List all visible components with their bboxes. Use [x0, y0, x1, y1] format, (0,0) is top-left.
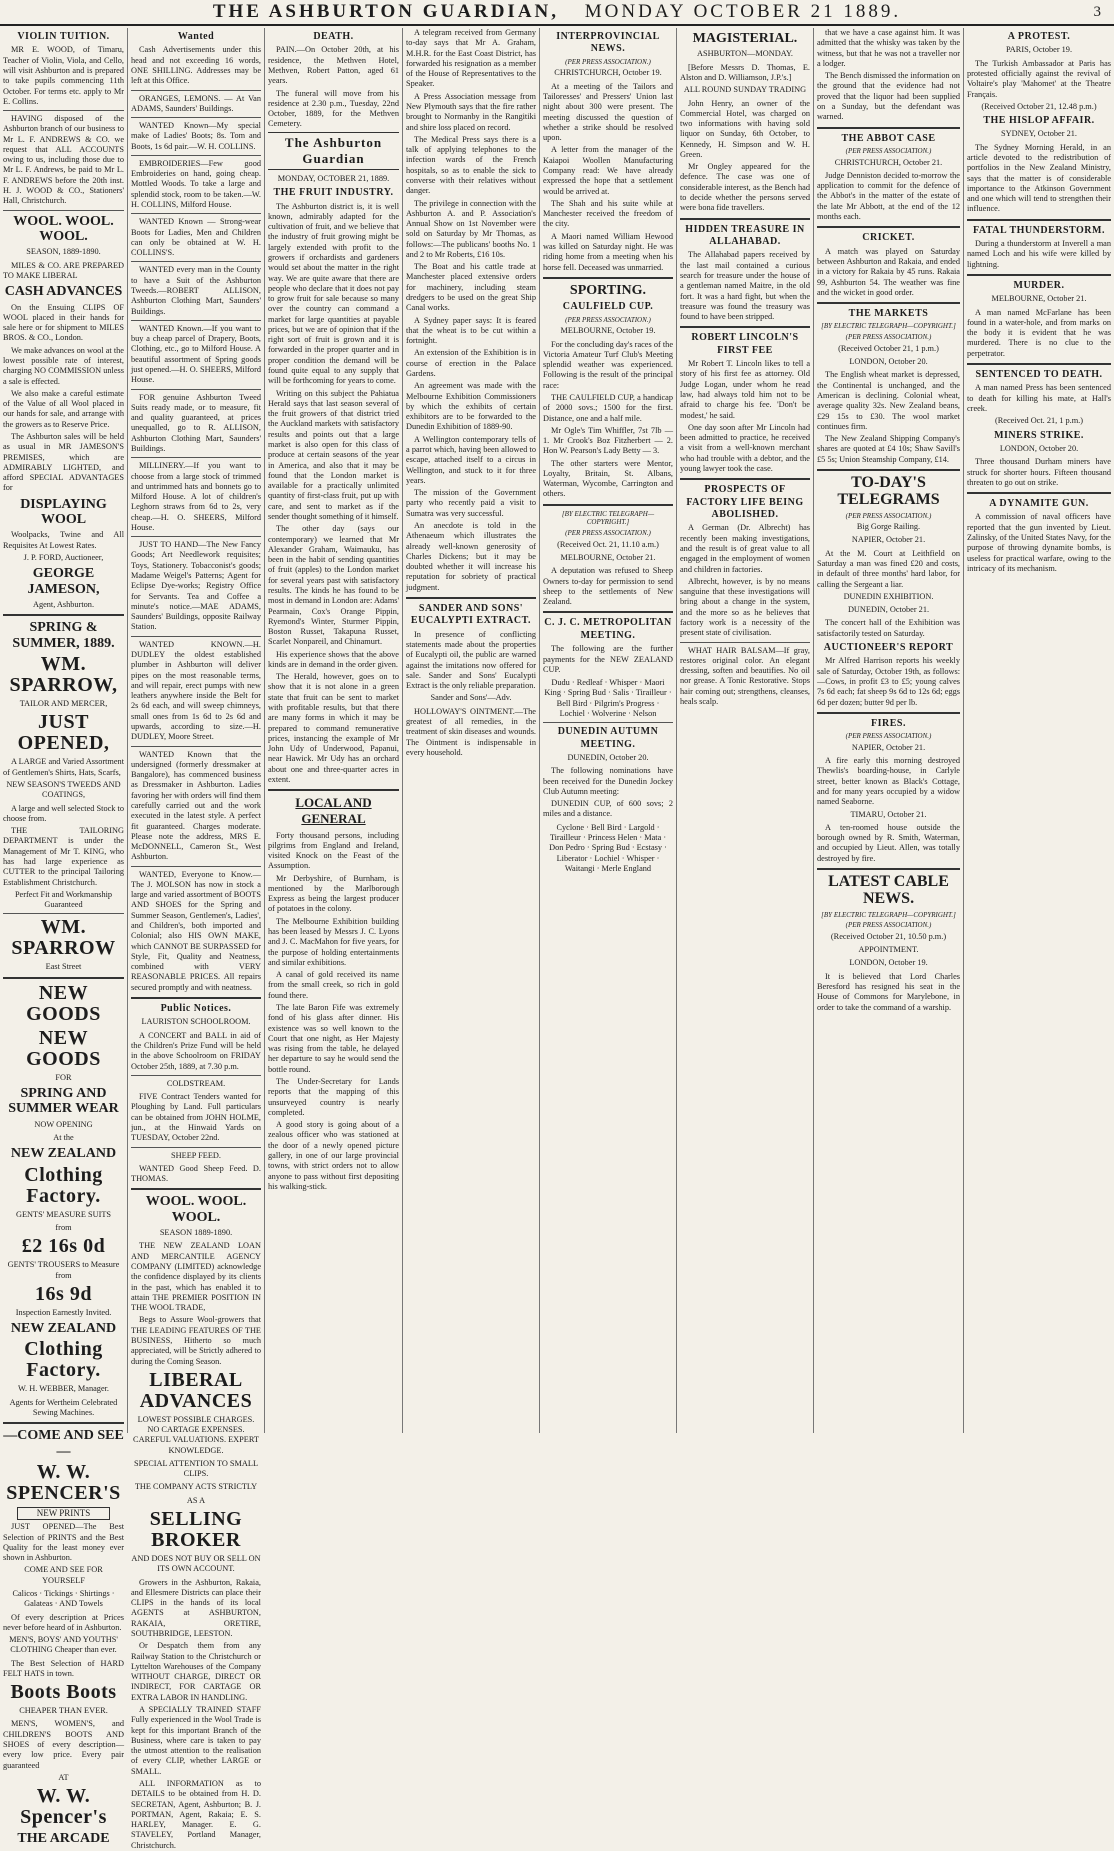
centered-line: COLDSTREAM. — [166, 1078, 226, 1088]
section-heading: CRICKET. — [862, 232, 915, 244]
section-heading: DEATH. — [313, 31, 354, 42]
display-line: 16s 9d — [35, 1282, 92, 1305]
centered-line: At the — [53, 1133, 74, 1142]
paragraph: A Maori named William Hewood was killed on Saturday night. He was riding home from a meeting when his horse fell. Deceased was unmarried. — [543, 231, 673, 272]
paragraph: WANTED KNOWN.—H. DUDLEY the oldest established plumber in Ashburton will deliver pipes on the most reasonable terms, and will repair, erect pumps with new leathers anywhere inside the Belt for 2s 6d each, and will sweep chimneys, small ones from 1s 6d to 2s 6d and upwards, according to size.—H. DUDLEY, Moore Street. — [131, 639, 261, 742]
centered-line: AT — [58, 1772, 69, 1782]
centered-line: SEASON 1889-1890. — [159, 1228, 233, 1238]
paragraph: The other starters were Mentor, Loyalty, Britain, St. Albans, Waterman, Wycombe, Carrington and others. — [543, 458, 673, 499]
credit-line: [BY ELECTRIC TELEGRAPH—COPYRIGHT.] — [821, 910, 956, 919]
divider — [543, 722, 673, 723]
heavy-divider — [817, 302, 960, 304]
paragraph: MEN'S, WOMEN'S, and CHILDREN'S BOOTS AND SHOES of every description—every low price. Every pair guaranteed — [3, 1719, 124, 1770]
display-line: SELLING BROKER — [149, 1508, 243, 1552]
section-heading: HIDDEN TREASURE IN ALLAHABAD. — [685, 223, 805, 247]
centered-line: Agents for Wertheim Celebrated Sewing Machines. — [9, 1397, 118, 1418]
divider — [131, 1075, 261, 1076]
centered-line: (Received October 21, 10.50 p.m.) — [830, 931, 947, 941]
paragraph: The funeral will move from his residence at 2.30 p.m., Tuesday, 22nd October, 1889, for the Methven Cemetery. — [268, 88, 399, 129]
paragraph: Cash Advertisements under this head and not exceeding 16 words, ONE SHILLING. Addresses may be left at this Office. — [131, 45, 261, 86]
section-heading: FATAL THUNDERSTORM. — [973, 224, 1105, 236]
paragraph: A man named McFarlane has been found in a water-hole, and from marks on the body it is evident that he was murdered. There is no clue to the perpetrator. — [967, 307, 1111, 358]
section-heading: MURDER. — [1013, 279, 1065, 291]
paragraph: We also make a careful estimate of the Value of all Wool placed in our hands for sale, and arrange with the growers as to Reserve Price. — [3, 388, 124, 429]
paragraph: Growers in the Ashburton, Rakaia, and Ellesmere Districts can place their CLIPS in the hands of its local AGENTS at ASHBURTON, RAKAIA, ORETIRE, SOUTHBRIDGE, LEESTON. — [131, 1577, 261, 1638]
paragraph: WANTED, Everyone to Know.—The J. MOLSON has now in stock a large and varied assortment of BOOTS AND SHOES for the Spring and Summer Season, Gentlemen's, Ladies', and Children's, both imported and Colonial; also HIS OWN MAKE, which CANNOT BE SURPASSED for Style, Fit, Quality and Neatness, combined with VERY REASONABLE PRICES. All repairs secured promptly and with neatness. — [131, 869, 261, 992]
heavy-divider — [817, 712, 960, 714]
section-heading: A PROTEST. — [1007, 31, 1071, 42]
paragraph: On the Ensuing CLIPS OF WOOL placed in their hands for sale here or for shipment to MILES BROS. & CO., London. — [3, 302, 124, 343]
credit-line: [BY ELECTRIC TELEGRAPH—COPYRIGHT.] — [561, 509, 655, 527]
paragraph: Woolpacks, Twine and All Requisites At Lowest Rates. — [3, 530, 124, 550]
display-subline: NEW ZEALAND — [10, 1146, 117, 1162]
credit-line: (PER PRESS ASSOCIATION.) — [845, 511, 932, 520]
paragraph: A fire early this morning destroyed Thewlis's boarding-house, in Carlyle street, better known as Black's Cottage, and for many years occupied by a widow named Seaborne. — [817, 756, 960, 807]
display-subline: SPRING & SUMMER, 1889. — [12, 620, 115, 651]
centered-line: ALL ROUND SUNDAY TRADING — [683, 85, 807, 95]
heavy-divider — [680, 326, 810, 328]
heavy-divider — [131, 997, 261, 999]
section-heading: THE MARKETS — [848, 308, 929, 320]
centered-line: MELBOURNE, October 21. — [991, 294, 1087, 304]
paragraph: MR E. WOOD, of Timaru, Teacher of Violin, Viola, and Cello, will visit Ashburton and is prepared to take pupils commencing 11th October. For terms etc. apply to Mr E. Collins. — [3, 45, 124, 106]
paragraph: A telegram received from Germany to-day says that Mr A. Graham, M.H.R. for the East Coast District, has forwarded his resignation as a member of the House of Representatives to the Speaker. — [406, 28, 536, 89]
section-heading: AUCTIONEER'S REPORT — [823, 641, 954, 653]
newspaper-title: THE ASHBURTON GUARDIAN, — [212, 1, 560, 22]
paragraph: The late Baron Fife was extremely fond of his glass after dinner. His existence was so well known to the Court that one night, as Her Majesty was rising from the table, he delayed her departure to say he would send the bottle round. — [268, 1003, 399, 1074]
paragraph: [Before Messrs D. Thomas, E. Alston and D. Williamson, J.P.'s.] — [680, 62, 810, 82]
paragraph: A letter from the manager of the Kaiapoi Woollen Manufacturing Company read: We have already expressed the hope that a settlement would be arrived at. — [543, 145, 673, 196]
centered-line: AS A — [186, 1495, 206, 1505]
paragraph: ALL INFORMATION as to DETAILS to be obtained from H. D. SECRETAN, Agent, Ashburton; B. J. PORTMAN, Agent, Rakaia; E. S. HARLEY, Manager. E. G. STAVELEY, Portland Manager, Christchurch. — [131, 1778, 261, 1850]
divider — [131, 536, 261, 537]
paragraph: An anecdote is told in the Athenaeum which illustrates the already well-known generosity of Charles Dickens; but it may be doubted whether it will increase his reputation for sobriety of practical judgment. — [406, 520, 536, 592]
divider — [131, 155, 261, 156]
boxed-label: NEW PRINTS — [17, 1507, 110, 1520]
divider — [131, 866, 261, 867]
centered-line: DUNEDIN EXHIBITION. — [843, 591, 934, 601]
paragraph: In presence of conflicting statements made about the properties of Eucalypti oil, the public are warned against the imitations now offered for sale. Sander and Sons' Eucalypti Extract is the only reliable preparation. — [406, 629, 536, 691]
display-line: WM. SPARROW, — [9, 653, 118, 697]
column-8 — [963, 28, 1114, 1433]
paragraph: A canal of gold received its name from the small creek, so rich in gold found there. — [268, 970, 399, 1000]
divider — [680, 642, 810, 643]
centered-line: NAPIER, October 21. — [851, 535, 926, 545]
centered-line: (Received Oct. 21, 11.10 a.m.) — [557, 539, 659, 549]
paragraph: A man named Press has been sentenced to death for killing his mate, at Hall's creek. — [967, 383, 1111, 413]
section-heading: ROBERT LINCOLN'S FIRST FEE — [691, 332, 799, 356]
heavy-divider — [268, 789, 399, 791]
display-subline: CASH ADVANCES — [4, 284, 123, 300]
paragraph: Of every description at Prices never before heard of in Ashburton. — [3, 1612, 124, 1632]
paragraph: An extension of the Exhibition is in course of erection in the Palace Gardens. — [406, 348, 536, 378]
display-line: W. W. Spencer's — [20, 1785, 107, 1829]
paragraph: JUST TO HAND—The New Fancy Goods; Art Needlework requisites; Toys, Stationery. Tobacconist's goods; Madame Weigel's Patterns; Agent for Eclipse Dye-works; Registry Office for Servants. Tea and Coffee a minute's notice.—MAE ADAMS, Saunders' Buildings, opposite Railway Station. — [131, 540, 261, 632]
heavy-divider — [131, 1188, 261, 1190]
centered-line: COME AND SEE FOR YOURSELF — [24, 1565, 103, 1585]
centered-line: DUNEDIN, October 21. — [847, 605, 930, 615]
centered-line: CHRISTCHURCH, October 19. — [554, 68, 662, 78]
paragraph: The Turkish Ambassador at Paris has protested officially against the revival of Voltaire's play 'Mahomet' at the Theatre Français. — [967, 58, 1111, 99]
column-1 — [0, 28, 127, 1847]
divider — [3, 110, 124, 111]
paragraph: A German (Dr. Albrecht) has recently been making investigations, and the result is of great value to all engaged in the employment of women and children in factories. — [680, 523, 810, 574]
paragraph: that we have a case against him. It was admitted that the whisky was taken by the witness, but that he was not a traveller nor a lodger. — [817, 28, 960, 68]
section-heading: FIRES. — [871, 717, 906, 729]
display-subline: DISPLAYING WOOL — [20, 496, 107, 528]
heavy-divider — [543, 611, 673, 613]
section-heading: PROSPECTS OF FACTORY LIFE BEING ABOLISHED. — [686, 484, 804, 521]
heavy-divider — [680, 218, 810, 220]
centered-line: GENTS' MEASURE SUITS — [15, 1209, 112, 1219]
display-subline: THE ARCADE — [17, 1831, 110, 1847]
paragraph: THE NEW ZEALAND LOAN AND MERCANTILE AGENCY COMPANY (LIMITED) acknowledge the confidence displayed by its clients in the past, which has enabled it to attain THE PREMIER POSITION IN THE WOOL TRADE, — [131, 1241, 261, 1313]
section-heading: C. J. C. METROPOLITAN MEETING. — [544, 617, 672, 641]
paragraph: A good story is going about of a zealous officer who was stationed at the door of a newly opened picture gallery, in one of our large provincial towns, with strict orders not to allow anyone to pass without first depositing his walking-stick. — [268, 1120, 399, 1191]
heavy-divider — [406, 597, 536, 599]
centered-line: East Street — [45, 962, 82, 972]
centered-line: NOW OPENING — [34, 1119, 93, 1129]
centered-line: LONDON, October 20. — [849, 357, 928, 367]
centered-line: Agent, Ashburton. — [32, 600, 95, 610]
paragraph: A Press Association message from New Plymouth says that the fire rather brought to Normanby in the Rangitiki and shire loss placed on record. — [406, 91, 536, 132]
section-heading: Public Notices. — [160, 1003, 232, 1015]
paragraph: Judge Denniston decided to-morrow the application to commit for the defence of the Abbot's in the matter of the estate of the late Mr Abbott, at the end of the 12 months each. — [817, 170, 960, 221]
paragraph: Begs to Assure Wool-growers that THE LEADING FEATURES OF THE BUSINESS, Hitherto so much appreciated, will be Strictly adhered to during the Coming Season. — [131, 1315, 261, 1366]
centered-line: AND DOES NOT BUY OR SELL ON ITS OWN ACCOUNT. — [131, 1554, 261, 1574]
divider — [131, 457, 261, 458]
paragraph: JUST OPENED—The Best Selection of PRINTS and the Best Quality for the least money ever shown in Ashburton. — [3, 1522, 124, 1563]
centered-line: Big Gorge Railing. — [856, 522, 921, 532]
paragraph: The Allahabad papers received by the last mail contained a curious search for treasure under the house of a gentleman named Maitre, in the old fort. It was a hard fight, but when the treasure was found the treasury was found to have been stripped. — [680, 250, 810, 322]
paragraph: The Ashburton sales will be held as usual in MR JAMESON'S PREMISES, which are ADMIRABLY LIGHTED, and afford SPECIAL ADVANTAGES for — [3, 432, 124, 493]
column-7 — [813, 28, 963, 1433]
paragraph: During a thunderstorm at Inverell a man named Loch and his wife were killed by lightning. — [967, 239, 1111, 269]
section-banner: LOCAL AND GENERAL — [295, 795, 372, 827]
divider — [131, 636, 261, 637]
paragraph: Writing on this subject the Pahiatua Herald says that last season several of the fruit growers of that district tried the Auckland markets with satisfactory results and points out that a large market is also open for this class of produce at certain seasons of the year in America, and also that it may be found that the London market is available for a practically unlimited quantity of first-class fruit, put up with care, and sent to market as if the sender thought something of it himself. — [268, 388, 399, 521]
heavy-divider — [967, 274, 1111, 276]
centered-line: NAPIER, October 21. — [851, 742, 926, 752]
centered-line: from — [55, 1222, 72, 1232]
centered-line: MELBOURNE, October 19. — [560, 326, 656, 336]
paragraph: We make advances on wool at the lowest possible rate of interest, charging NO COMMISSION unless a sale is effected. — [3, 345, 124, 386]
column-5 — [539, 28, 676, 1433]
display-line: NEW GOODS — [26, 981, 101, 1025]
heavy-divider — [3, 1422, 124, 1424]
paragraph: The New Zealand Shipping Company's shares are quoted at £4 10s; Shaw Savill's £5 5s; Union Steamship Company, £14. — [817, 434, 960, 464]
section-headline: TO-DAY'S TELEGRAMS — [837, 473, 940, 508]
section-heading: Wanted — [177, 31, 215, 42]
newspaper-flag: The Ashburton Guardian — [268, 132, 399, 170]
paragraph: FIVE Contract Tenders wanted for Ploughing by Land. Full particulars can be obtained from JOHN HOLME, jun., at the Hinwaid Yards on TUESDAY, October 22nd. — [131, 1092, 261, 1143]
paragraph: The mission of the Government party who recently paid a visit to Sumatra was very successful. — [406, 488, 536, 518]
centered-line: Sander and Sons'—Adv. — [430, 693, 512, 703]
centered-line: SYDNEY, October 21. — [1001, 129, 1077, 139]
paragraph: THE TAILORING DEPARTMENT is under the Management of Mr T. KING, who has had large experience as CUTTER to the principal Tailoring Establishment Christchurch. — [3, 826, 124, 887]
centered-line: (Received Oct. 21, 1 p.m.) — [994, 416, 1083, 426]
display-subline: MAGISTERIAL. — [692, 31, 798, 46]
heavy-divider — [967, 219, 1111, 221]
paragraph: The Shah and his suite while at Manchester received the freedom of the city. — [543, 198, 673, 229]
paragraph: PAIN.—On October 20th, at his residence, the Methven Hotel, Methven, Robert Patton, aged 61 years. — [268, 45, 399, 86]
heavy-divider — [817, 868, 960, 870]
centered-line: GENTS' TROUSERS to Measure from — [7, 1260, 120, 1280]
display-line: Boots Boots — [10, 1681, 117, 1704]
paragraph: THE CAULFIELD CUP, a handicap of 2000 sovs.; 1500 for the first. Distance, one and a half mile. — [543, 392, 673, 423]
paragraph: The Melbourne Exhibition building has been leased by Messrs J. C. Lyons and J. C. MacMahon for five years, for the purpose of holding entertainments and similar exhibitions. — [268, 916, 399, 967]
paragraph: His experience shows that the above kinds are in demand in the order given. — [268, 649, 399, 669]
paragraph: DUNEDIN CUP, of 600 sovs; 2 miles and a distance. — [543, 799, 673, 819]
credit-line: [BY ELECTRIC TELEGRAPH—COPYRIGHT.] — [821, 322, 956, 331]
paragraph: The Ashburton district is, it is well known, admirably adapted for the cultivation of fruit, and we believe that the industry of fruit growing might be largely extended with profit to the growers if orchardists and gardeners would set about the matter in the right way. We are quite aware that there are people who declare that it does not pay to grow fruit for sale because so many over the country can command a market for large quantities at payable prices, but we are of opinion that if the right sort of fruit is grown and it is forwarded in the proper quarter and in proper condition the demand will be found quite equal to any supply that will be forthcoming for years to come. — [268, 201, 399, 386]
display-line: £2 16s 0d — [21, 1235, 106, 1258]
paragraph: WANTED Known that the undersigned (formerly dressmaker at Bangalore), has commenced business as Dressmaker in Ashburton. Ladies favoring her with orders will find them carefully carried out and the work executed in the latest style. A perfect fit guaranteed. Charges moderate. Please note the address, MRS E. McDONNELL, Cameron St., West Ashburton. — [131, 749, 261, 862]
centered-line: TIMARU, October 21. — [850, 809, 927, 819]
display-line: JUST OPENED, — [17, 711, 110, 755]
paragraph: The Under-Secretary for Lands reports that the mapping of this unsurveyed country is nearly completed. — [268, 1076, 399, 1117]
paragraph: WHAT HAIR BALSAM—If gray, restores original color. An elegant dressing, soften and beautifies. No oil nor grease. A Tonic Restorative. Stops hair coming out; strengthens, cleanses, heals scalp. — [680, 645, 810, 706]
paragraph: The other day (says our contemporary) we learned that Mr Alexander Graham, Waimauku, has been in the habit of sending quantities of fruit (apples) to the London market for several years past with satisfactory results. The kinds he has found to be most in demand in London are: Adams' Pearmain, Cox's Orange Pippin, Ryemond's Winter, Sturmer Pippin, Boston Russet, Takapuna Russet, Scarlet Nonpareil, and Chinamurt. — [268, 524, 399, 647]
centered-line: Inspection Earnestly Invited. — [15, 1307, 112, 1317]
paragraph: The privilege in connection with the Ashburton A. and P. Association's Annual Show on 1st November were sold on Saturday by Mr Thomas, as follows:—The publicans' booths No. 1 and 2 to Mr Roberts, £16 10s. — [406, 198, 536, 259]
display-subline: —COME AND SEE— — [3, 1428, 124, 1459]
centered-line: LONDON, October 20. — [999, 443, 1079, 453]
paragraph: A CONCERT and BALL in aid of the Children's Prize Fund will be held in the above Schoolroom on FRIDAY October 25th, 1889, at 7.30 p.m. — [131, 1030, 261, 1071]
display-line: W. W. SPENCER'S — [6, 1461, 121, 1505]
paragraph: WANTED Good Sheep Feed. D. THOMAS. — [131, 1163, 261, 1184]
column-2 — [127, 28, 264, 1850]
column-3 — [264, 28, 402, 1433]
section-heading: THE HISLOP AFFAIR. — [983, 115, 1095, 127]
heavy-divider — [543, 277, 673, 279]
section-heading: SANDER AND SONS' EUCALYPTI EXTRACT. — [410, 602, 532, 627]
divider — [3, 913, 124, 914]
display-subline: WOOL. WOOL. WOOL. — [13, 213, 114, 244]
paragraph: EMBROIDERIES—Few good Embroideries on hand, going cheap. Mottled Woods. To take a large and splendid stock, room to be taken.—W. H. COLLINS, Milford House. — [131, 158, 261, 210]
paragraph: One day soon after Mr Lincoln had been admitted to practice, he received a visit from a well-known merchant who had trouble with a debtor, and the young lawyer took the case. — [680, 422, 810, 473]
paragraph: The English wheat market is depressed, the Continental is unchanged, and the American is declining. Colonial wheat, average quality 32s. New Zealand beans, £29 15s to £30. The wool market continues firm. — [817, 370, 960, 431]
heavy-divider — [543, 504, 673, 506]
paragraph: The Sydney Morning Herald, in an article devoted to the redistribution of portfolios in the New Zealand Ministry, says that the matter is of considerable importance to the Atkinson Government and one which will tend to strengthen their influence. — [967, 142, 1111, 214]
paragraph: Mr Robert T. Lincoln likes to tell a story of his first fee as attorney. Old Judge Logan, under whom he read law, had always told him not to be afraid to charge his fee. 'Don't be modest,' he said. — [680, 359, 810, 420]
centered-line: LONDON, October 19. — [849, 958, 928, 968]
section-headline: LATEST CABLE NEWS. — [828, 872, 949, 907]
paragraph: A large and well selected Stock to choose from. — [3, 803, 124, 823]
paragraph: It is believed that Lord Charles Beresford has resigned his seat in the House of Commons for Marylebone, in order to take the command of a warship. — [817, 971, 960, 1012]
section-heading: DUNEDIN AUTUMN MEETING. — [557, 726, 659, 750]
centered-line: FOR — [55, 1072, 72, 1082]
paragraph: A commission of naval officers have reported that the gun invented by Lieut. Zalinsky, of the United States Navy, for the purpose of throwing dynamite bombs, is useless for practical warfare, owing to the intricacy of its mechanism. — [967, 512, 1111, 573]
paragraph: Mr Ogle's Tim Whiffler, 7st 7lb — 1. Mr Crook's Boz Fitzherbert — 2. Hon W. Pearson's Lady Betty — 3. — [543, 425, 673, 456]
credit-line: (PER PRESS ASSOCIATION.) — [845, 732, 932, 741]
heavy-divider — [967, 492, 1111, 494]
paragraph: Forty thousand persons, including pilgrims from England and Ireland, visited Knock on the Feast of the Assumption. — [268, 830, 399, 871]
paragraph: FOR genuine Ashburton Tweed Suits ready made, or to measure, fit and quality guaranteed, at prices unequalled, go to R. ALLISON, Ashburton Clothing Mart, Saunders' Buildings. — [131, 392, 261, 453]
masthead — [0, 0, 1114, 26]
centered-line: SEASON, 1889-1890. — [26, 247, 101, 257]
section-heading: THE FRUIT INDUSTRY. — [273, 187, 394, 199]
credit-line: (PER PRESS ASSOCIATION.) — [845, 146, 932, 155]
divider — [131, 320, 261, 321]
divider — [3, 210, 124, 211]
heavy-divider — [967, 363, 1111, 365]
section-heading: A DYNAMITE GUN. — [989, 498, 1089, 510]
heavy-divider — [817, 469, 960, 471]
centered-line: CHEAPER THAN EVER. — [19, 1706, 108, 1716]
heavy-divider — [3, 977, 124, 979]
section-heading: CAULFIELD CUP. — [562, 301, 654, 313]
centered-line: THE COMPANY ACTS STRICTLY — [134, 1482, 258, 1492]
centered-line: TAILOR AND MERCER, — [19, 699, 108, 709]
paragraph: The Herald, however, goes on to show that it is not alone in a green state that fruit can be sent to market with profitable results, but that there are many forms in which it may be prepared to command remunerative prices, instancing the example of Mr John Udy of Underwood, Papanui, near Hawick. Mr Udy has an orchard about one and three-quarter acres in extent. — [268, 672, 399, 784]
centered-line: Perfect Fit and Workmanship Guaranteed — [14, 889, 113, 910]
paragraph: A SPECIALLY TRAINED STAFF Fully experienced in the Wool Trade is kept for this important Branch of the Business, where care is taken to pay the utmost attention to the realisation of every CLIP, whether LARGE or SMALL. — [131, 1704, 261, 1776]
paragraph: A LARGE and Varied Assortment of Gentlemen's Shirts, Hats, Scarfs, — [3, 757, 124, 777]
centered-line: CHRISTCHURCH, October 21. — [834, 157, 943, 167]
paragraph: The Medical Press says there is a talk of applying telephones to the infection wards of the French hospitals, so as to enable the sick to converse with their relatives without danger. — [406, 134, 536, 196]
paragraph: WANTED Known—My special make of Ladies' Boots; 8s. Tom and Boots, 1s 6d pair.—W. H. COLLINS. — [131, 121, 261, 151]
display-line: WM. SPARROW — [11, 916, 116, 960]
paragraph: John Henry, an owner of the Commercial Hotel, was charged on two informations with having sold liquor on Sunday, 6th October, to Kennedy, H. Simpson and W. H. Green. — [680, 98, 810, 159]
centered-line: (Received October 21, 1 p.m.) — [838, 343, 939, 353]
paragraph: The Bench dismissed the information on the ground that the evidence had not proved that the liquor had been supplied on a Sunday, but the defendant was warned. — [817, 71, 960, 122]
divider — [131, 389, 261, 390]
issue-date: MONDAY OCTOBER 21 1889. — [584, 1, 902, 22]
name-list: Cyclone · Bell Bird · Largold · Tirailleur · Princess Helen · Mata · Don Pedro · Spring Bud · Ecstasy · Liberator · Lochiel · Whisper · Waitangi · Merle England — [549, 822, 667, 873]
centered-line: W. H. WEBBER, Manager. — [17, 1384, 110, 1394]
paragraph: HOLLOWAY'S OINTMENT.—The greatest of all remedies, in the treatment of skin diseases and wounds. The Ointment is indispensable in every household. — [406, 706, 536, 757]
section-heading: INTERPROVINCIAL NEWS. — [556, 31, 660, 55]
heavy-divider — [817, 127, 960, 129]
credit-line: (PER PRESS ASSOCIATION.) — [565, 529, 651, 538]
divider — [131, 117, 261, 118]
divider — [131, 90, 261, 91]
display-line: Clothing Factory. — [24, 1338, 103, 1382]
centered-line: LAURISTON SCHOOLROOM. — [141, 1017, 251, 1027]
display-subline: SPORTING. — [569, 282, 647, 298]
paragraph: ORANGES, LEMONS. — At Van ADAMS, Saunders' Buildings. — [131, 93, 261, 113]
display-line: LIBERAL ADVANCES — [139, 1368, 253, 1412]
divider — [131, 746, 261, 747]
paragraph: Mr Ongley appeared for the defence. The case was one of considerable interest, as the Bench had to decide whether the persons served were bona fide travellers. — [680, 162, 810, 213]
section-heading: VIOLIN TUITION. — [17, 31, 110, 42]
display-line: NEW GOODS — [26, 1026, 101, 1070]
credit-line: (PER PRESS ASSOCIATION.) — [565, 315, 651, 324]
paragraph: WANTED Known — Strong-wear Boots for Ladies, Men and Children can only be obtained at W. H. COLLINS'S. — [131, 217, 261, 258]
display-subline: NEW ZEALAND — [10, 1321, 117, 1337]
centered-line: ASHBURTON—MONDAY. — [697, 49, 793, 59]
paragraph: Three thousand Durham miners have struck for shorter hours. Fifteen thousand threaten to go out on strike. — [967, 457, 1111, 487]
centered-line: LOWEST POSSIBLE CHARGES. NO CARTAGE EXPENSES. CAREFUL VALUATIONS. EXPERT KNOWLEDGE. — [133, 1414, 259, 1455]
centered-line: MELBOURNE, October 21. — [560, 553, 656, 563]
name-list: Dudu · Redleaf · Whisper · Maori King · Spring Bud · Salis · Tirailleur · Bell Bird · Pilgrim's Progress · Lochiel · Wolverine · Nelson — [544, 678, 672, 718]
paragraph: An agreement was made with the Melbourne Exhibition Commissioners by which the exhibits of certain exhibitors are to be forwarded to the Dunedin Exhibition of 1889-90. — [406, 381, 536, 432]
heavy-divider — [3, 614, 124, 616]
paragraph: WANTED every man in the County to have a Suit of the Ashburton Tweeds.—ROBERT ALLISON, Ashburton Clothing Mart, Saunders' Buildings. — [131, 265, 261, 316]
centered-line: NEW SEASON'S TWEEDS AND COATINGS, — [6, 780, 121, 800]
paragraph: The Best Selection of HARD FELT HATS in town. — [3, 1658, 124, 1678]
centered-line: SPECIAL ATTENTION TO SMALL CLIPS. — [133, 1458, 259, 1479]
credit-line: (PER PRESS ASSOCIATION.) — [845, 333, 932, 342]
paragraph: A match was played on Saturday between Ashburton and Rakaia, and ended in a victory for Rakaia by 45 runs. Rakaia 99, Ashburton 54. The weather was fine and the wicket in good order. — [817, 246, 960, 297]
divider — [131, 213, 261, 214]
section-heading: THE ABBOT CASE — [841, 132, 936, 144]
paragraph: The following nominations have been received for the Dunedin Jockey Club Autumn meeting: — [543, 766, 673, 796]
heavy-divider — [680, 478, 810, 480]
paragraph: Or Despatch them from any Railway Station to the Christchurch or Lyttelton Warehouses of the Company WITHOUT CHARGE, DIRECT OR INDIRECT, FOR CARTAGE OR EXTRA LABOR IN HANDLING. — [131, 1641, 261, 1702]
divider — [131, 261, 261, 262]
heavy-divider — [817, 226, 960, 228]
paragraph: A ten-roomed house outside the borough owned by R. Smith, Waterman, and occupied by Lieut. Allen, was totally destroyed by fire. — [817, 822, 960, 863]
paragraph: A deputation was refused to Sheep Owners to-day for permission to send sheep to the settlements of New Zealand. — [543, 566, 673, 607]
paragraph: Albrecht, however, is by no means sanguine that these investigations will bring about a change in the system, and the more so as he believes that factory work is a necessity of the present state of civilisation. — [680, 576, 810, 638]
column-6 — [676, 28, 813, 1433]
paragraph: WANTED Known.—If you want to buy a cheap parcel of Drapery, Boots, Clothing, etc., go to Milford House. A beautiful assortment of Spring goods just opened.—H. O. SHEERS, Milford House. — [131, 323, 261, 385]
page-number: 3 — [1093, 4, 1102, 20]
display-line: Clothing Factory. — [24, 1163, 103, 1207]
column-4 — [402, 28, 539, 1433]
centered-line: SHEEP FEED. — [171, 1150, 221, 1160]
display-subline: GEORGE JAMESON, — [27, 566, 100, 597]
paragraph: The following are the further payments for the NEW ZEALAND CUP. — [543, 644, 673, 674]
centered-line: PARIS, October 19. — [1005, 45, 1073, 55]
centered-line: DUNEDIN, October 20. — [567, 752, 649, 762]
paragraph: A Sydney paper says: It is feared that the wheat is to be cut within a fortnight. — [406, 315, 536, 346]
paragraph: MILLINERY.—If you want to choose from a large stock of trimmed and untrimmed hats and bonnets go to Milford House. A lot of children's Leghorn straws from 6d to 2s, very cheap.—H. O. SHEERS, Milford House. — [131, 461, 261, 532]
paragraph: The concert hall of the Exhibition was satisfactorily tested on Saturday. — [817, 618, 960, 638]
centered-line: (Received October 21, 12.48 p.m.) — [981, 101, 1097, 111]
centered-line: MEN'S, BOYS' AND YOUTHS' CLOTHING Cheaper than ever. — [9, 1635, 118, 1655]
paragraph: The Boat and his cattle trade at Manchester placed extensive orders for machinery, including steam dredgers to be used on the great Ship Canal works. — [406, 262, 536, 313]
name-list: Calicos · Tickings · Shirtings · Galateas · AND Towels — [12, 1588, 115, 1609]
section-heading: MINERS STRIKE. — [994, 429, 1084, 441]
section-heading: SENTENCED TO DEATH. — [975, 369, 1103, 381]
centered-line: MONDAY, OCTOBER 21, 1889. — [277, 173, 390, 183]
credit-line: (PER PRESS ASSOCIATION.) — [565, 57, 651, 66]
paragraph: Mr Derbyshire, of Burnham, is mentioned by the Marlborough Express as being the largest producer of potatoes in the colony. — [268, 873, 399, 914]
paragraph: For the concluding day's races of the Victoria Amateur Turf Club's Meeting splendid weather was experienced. Following is the result of the principal race: — [543, 339, 673, 390]
paragraph: Mr Alfred Harrison reports his weekly sale of Saturday, October 19th, as follows:—Cows, in profit £3 to £5; young calves 7s 6d each; fat sheep 9s 6d to 12s 6d; eggs 6d per dozen; butter 9d per lb. — [817, 656, 960, 707]
paragraph: At the M. Court at Leithfield on Saturday a man was fined £20 and costs, in default of three months' hard labor, for calling the Sergeant a liar. — [817, 548, 960, 589]
paragraph: MILES & CO. ARE PREPARED TO MAKE LIBERAL — [3, 260, 124, 280]
display-subline: SPRING AND SUMMER WEAR — [8, 1085, 119, 1117]
centered-line: J. P. FORD, Auctioneer, — [23, 553, 104, 563]
credit-line: (PER PRESS ASSOCIATION.) — [845, 921, 932, 930]
display-subline: WOOL. WOOL. WOOL. — [145, 1194, 247, 1225]
centered-line: APPOINTMENT. — [858, 945, 919, 955]
paragraph: At a meeting of the Tailors and Tailoresses' and Pressers' Union last night about 300 were present. The meeting discussed the question of whether a strike should be resolved upon. — [543, 81, 673, 143]
divider — [131, 1147, 261, 1148]
paragraph: HAVING disposed of the Ashburton branch of our business to Mr L. F. ANDREWS & CO. we request that ALL ACCOUNTS owing to us, including those due to Mr L. F. Andrews, be paid to Mr L. F. ANDREWS before the 20th inst. H. J. WOOD & CO., Stationers' Hall, Christchurch. — [3, 114, 124, 206]
paragraph: A Wellington contemporary tells of a parrot which, having been allowed to escape, attached itself to a circus in Wellington, and stuck to it for three years. — [406, 434, 536, 485]
